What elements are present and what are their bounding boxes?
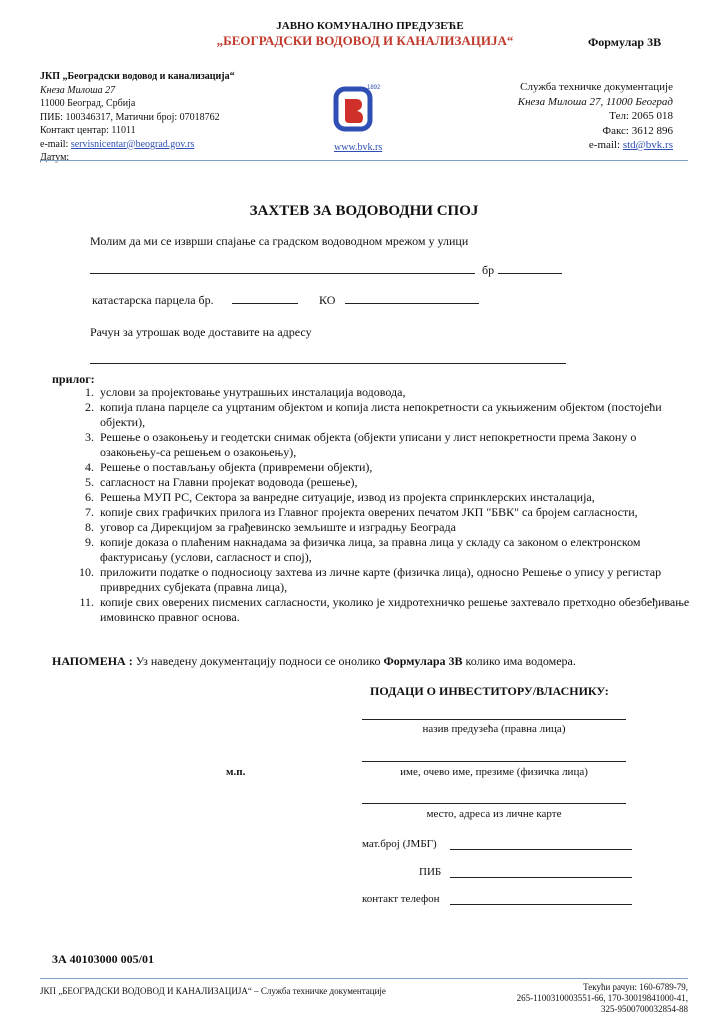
service-tel: Тел: 2065 018 <box>609 110 673 122</box>
ko-label: КО <box>319 293 336 307</box>
service-email-link[interactable]: servisnicentar@beograd.gov.rs <box>70 138 195 150</box>
list-item: 10. приложити податке о подносиоцу захтева из личне карте (физичка лица), односно Решење о упису у регистар привредних субјеката (правна лица), <box>79 565 662 594</box>
jmbg-field[interactable] <box>450 837 632 850</box>
phone-label: контакт телефон <box>362 893 440 905</box>
accounts-line-1: Текући рачун: 160-6789-79, <box>583 982 688 992</box>
company-line-1: ЈАВНО КОМУНАЛНО ПРЕДУЗЕЋЕ <box>276 20 464 32</box>
br-label: бр <box>482 263 495 277</box>
pib-label: ПИБ <box>419 866 442 878</box>
bvk-email-row <box>40 138 235 152</box>
std-email-link[interactable]: std@bvk.rs <box>622 139 673 151</box>
list-item: 7. копије свих графичких прилога из Главног пројекта оверених печатом ЈКП "БВК" са бројем сагласности, <box>85 505 638 519</box>
person-caption: име, очево име, презиме (физичка лица) <box>400 766 588 778</box>
footer-divider <box>40 978 688 979</box>
note <box>52 654 702 669</box>
list-item: 8. уговор са Дирекцијом за грађевинско земљиште и изградњу Београда <box>85 520 456 534</box>
form-code: Формулар 3В <box>588 35 662 49</box>
pib-field[interactable] <box>450 865 632 878</box>
investor-heading: ПОДАЦИ О ИНВЕСТИТОРУ/ВЛАСНИКУ: <box>370 684 609 698</box>
phone-field[interactable] <box>450 892 632 905</box>
bvk-ids: ПИБ: 100346317, Матични број: 07018762 <box>40 111 220 123</box>
jmbg-label: мат.број (ЈМБГ) <box>362 838 437 850</box>
date-label: Датум: <box>40 152 70 163</box>
service-email-row <box>470 138 673 153</box>
service-name: Служба техничке документације <box>520 81 673 93</box>
bill-text: Рачун за утрошак воде доставите на адресу <box>90 325 312 339</box>
bvk-street: Кнеза Милоша 27 <box>40 84 116 96</box>
note-text-before: Уз наведену документацију подноси се онолико <box>132 654 384 668</box>
service-address: Кнеза Милоша 27, 11000 Београд <box>517 95 673 108</box>
list-item: 3. Решење о озакоњењу и геодетски снимак објекта (објекти уписани у лист непокретности према Закону о озакоњењу-са решењем о озакоњењу), <box>85 430 637 459</box>
accounts-line-2: 265-1100310003551-66, 170-30019841000-41, <box>516 993 688 1003</box>
attachments-label: прилог: <box>52 372 95 386</box>
form-number: 3А 40103000 005/01 <box>52 952 154 966</box>
list-item: 5. сагласност на Главни пројекат водовода (решење), <box>85 475 358 489</box>
email-label: e-mail: <box>40 138 69 150</box>
address-caption: место, адреса из личне карте <box>426 808 562 820</box>
company-name-field[interactable] <box>362 707 626 720</box>
note-bold: Формулара 3В <box>383 654 463 668</box>
form-title: ЗАХТЕВ ЗА ВОДОВОДНИ СПОЈ <box>249 203 479 219</box>
company-caption: назив предузећа (правна лица) <box>422 723 566 735</box>
logo-year: 1892 <box>367 85 381 91</box>
attachments-list <box>70 385 690 625</box>
list-item: 1. услови за пројектовање унутрашњих инсталација водовода, <box>85 385 406 399</box>
parcel-field[interactable] <box>232 292 298 304</box>
footer-left: ЈКП „БЕОГРАДСКИ ВОДОВОД И КАНАЛИЗАЦИЈА“ – Служба техничке документације <box>40 986 386 996</box>
footer-accounts <box>430 982 688 1015</box>
list-item: 2. копија плана парцеле са уцртаним објектом и копија листа непокретности са укњиженим објектом (постојећи објекти), <box>85 400 662 429</box>
bill-address-field[interactable] <box>90 352 566 364</box>
street-field[interactable] <box>90 262 475 274</box>
left-info <box>40 70 235 165</box>
bvk-name: ЈКП „Београдски водовод и канализација“ <box>40 71 235 82</box>
bvk-city: 11000 Београд, Србија <box>40 98 136 109</box>
person-name-field[interactable] <box>362 749 626 762</box>
list-item: 11. копије свих оверених писмених сагласности, уколико је хидротехничко решење захтевало претходно обезбеђивање имовинско правног основа. <box>79 595 690 624</box>
address-field[interactable] <box>362 791 626 804</box>
ko-field[interactable] <box>345 292 479 304</box>
stamp-label: м.п. <box>226 766 246 778</box>
note-text-after: колико има водомера. <box>462 654 576 668</box>
accounts-line-3: 325-9500700032854-88 <box>601 1004 688 1014</box>
right-info <box>470 80 673 153</box>
company-line-2: „БЕОГРАДСКИ ВОДОВОД И КАНАЛИЗАЦИЈА“ <box>216 33 514 48</box>
service-fax: Факс: 3612 896 <box>602 124 673 137</box>
list-item: 6. Решења МУП РС, Сектора за ванредне ситуације, извод из пројекта спринклерских инсталација, <box>85 490 595 504</box>
header-divider <box>40 160 688 161</box>
service-email-label: e-mail: <box>588 139 621 151</box>
bvk-contact: Контакт центар: 11011 <box>40 125 136 136</box>
street-number-field[interactable] <box>498 262 562 274</box>
note-label: НАПОМЕНА : <box>52 654 133 668</box>
request-text: Молим да ми се изврши спајање са градском водоводном мрежом у улици <box>90 234 469 248</box>
parcel-label: катастарска парцела бр. <box>92 293 214 307</box>
website-link[interactable]: www.bvk.rs <box>334 142 383 153</box>
list-item: 4. Решење о постављању објекта (привремени објекти), <box>85 460 373 474</box>
bvk-logo-icon <box>334 81 381 133</box>
list-item: 9. копије доказа о плаћеним накнадама за физичка лица, за правна лица у складу са законом о електронском фактурисању (услови, сагласност и спој), <box>85 535 641 564</box>
